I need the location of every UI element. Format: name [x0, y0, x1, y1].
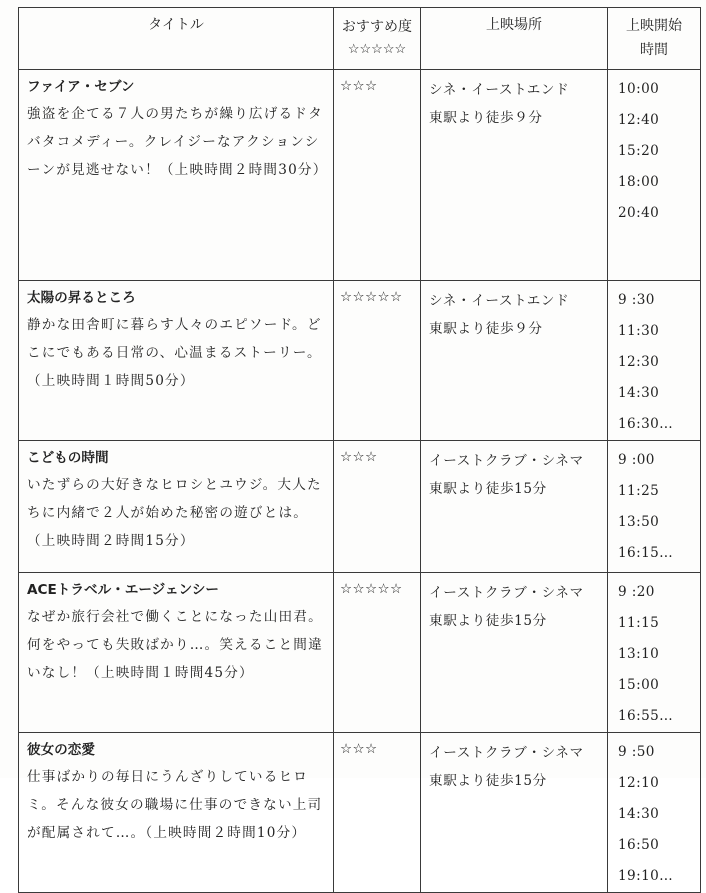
venue-access: 東駅より徒歩９分 [429, 321, 543, 337]
showtimes-cell [608, 281, 701, 441]
venue-cell [421, 441, 608, 573]
showtime: 11:15 [618, 615, 660, 631]
showtime: 16:55… [618, 708, 674, 724]
showtime: 9 :00 [618, 452, 655, 468]
venue-access: 東駅より徒歩15分 [429, 773, 547, 789]
showtimes-cell [608, 70, 701, 281]
movie-title-cell [19, 573, 334, 733]
venue-cell [421, 281, 608, 441]
showtime: 12:10 [618, 775, 660, 791]
header-start-time [608, 8, 701, 70]
showtime: 11:25 [618, 483, 660, 499]
movie-description: 強盗を企てる７人の男たちが繰り広げるドタバタコメディー。クレイジーなアクションシーンが見逃せない！（上映時間２時間30分） [27, 106, 328, 178]
showtime: 16:50 [618, 837, 660, 853]
table-row [19, 441, 701, 573]
showtime: 12:40 [618, 112, 660, 128]
movie-title: 彼女の恋愛 [27, 742, 95, 758]
showtime: 15:00 [618, 677, 660, 693]
venue-name: イーストクラブ・シネマ [429, 745, 584, 761]
movie-description: 仕事ばかりの毎日にうんざりしているヒロミ。そんな彼女の職場に仕事のできない上司が配属されて…。（上映時間２時間10分） [27, 769, 323, 841]
movie-description: 静かな田舎町に暮らす人々のエピソード。どこにでもある日常の、心温まるストーリー。（上映時間１時間50分） [27, 317, 322, 389]
venue-access: 東駅より徒歩15分 [429, 481, 547, 497]
movie-description: なぜか旅行会社で働くことになった山田君。何をやっても失敗ばかり…。笑えること間違いなし！（上映時間１時間45分） [27, 609, 323, 681]
venue-name: イーストクラブ・シネマ [429, 453, 584, 469]
movie-title-cell [19, 441, 334, 573]
movie-title-cell [19, 733, 334, 893]
header-recommendation-stars: ☆☆☆☆☆ [347, 42, 407, 57]
movie-description: いたずらの大好きなヒロシとユウジ。大人たちに内緒で２人が始めた秘密の遊びとは。（上映時間２時間15分） [27, 477, 322, 549]
recommendation-rating: ☆☆☆☆☆ [334, 573, 421, 733]
showtime: 9 :20 [618, 584, 655, 600]
showtime: 14:30 [618, 385, 660, 401]
header-title: タイトル [19, 8, 334, 70]
venue-cell [421, 573, 608, 733]
showtimes-cell [608, 573, 701, 733]
movie-title-cell [19, 281, 334, 441]
movie-schedule-table [18, 7, 701, 893]
showtime: 12:30 [618, 354, 660, 370]
showtime: 9 :30 [618, 292, 655, 308]
header-start-time-line1: 上映開始 [626, 18, 682, 34]
showtime: 19:10… [618, 868, 674, 884]
showtime: 13:50 [618, 514, 660, 530]
header-recommendation-label: おすすめ度 [341, 19, 413, 35]
showtime: 10:00 [618, 81, 660, 97]
venue-access: 東駅より徒歩９分 [429, 110, 543, 126]
recommendation-rating: ☆☆☆☆☆ [334, 281, 421, 441]
movie-title: 太陽の昇るところ [27, 290, 136, 306]
venue-access: 東駅より徒歩15分 [429, 613, 547, 629]
table-row [19, 70, 701, 281]
venue-name: シネ・イーストエンド [429, 82, 570, 98]
recommendation-rating: ☆☆☆ [334, 733, 421, 893]
movie-title: ファイア・セブン [27, 79, 135, 95]
table-row [19, 573, 701, 733]
table-header-row [19, 8, 701, 70]
header-recommendation [334, 8, 421, 70]
showtime: 9 :50 [618, 744, 655, 760]
table-row [19, 733, 701, 893]
showtime: 15:20 [618, 143, 660, 159]
venue-name: イーストクラブ・シネマ [429, 585, 584, 601]
showtime: 16:15… [618, 545, 674, 561]
showtime: 16:30… [618, 416, 674, 432]
movie-title: こどもの時間 [27, 450, 109, 466]
venue-name: シネ・イーストエンド [429, 293, 570, 309]
showtime: 11:30 [618, 323, 660, 339]
header-start-time-line2: 時間 [640, 42, 668, 58]
venue-cell [421, 733, 608, 893]
showtime: 14:30 [618, 806, 660, 822]
movie-title: ACEトラベル・エージェンシー [27, 582, 220, 598]
showtime: 18:00 [618, 174, 660, 190]
showtime: 13:10 [618, 646, 660, 662]
venue-cell [421, 70, 608, 281]
showtime: 20:40 [618, 205, 660, 221]
header-venue: 上映場所 [421, 8, 608, 70]
movie-title-cell [19, 70, 334, 281]
showtimes-cell [608, 733, 701, 893]
recommendation-rating: ☆☆☆ [334, 70, 421, 281]
table-row [19, 281, 701, 441]
recommendation-rating: ☆☆☆ [334, 441, 421, 573]
showtimes-cell [608, 441, 701, 573]
